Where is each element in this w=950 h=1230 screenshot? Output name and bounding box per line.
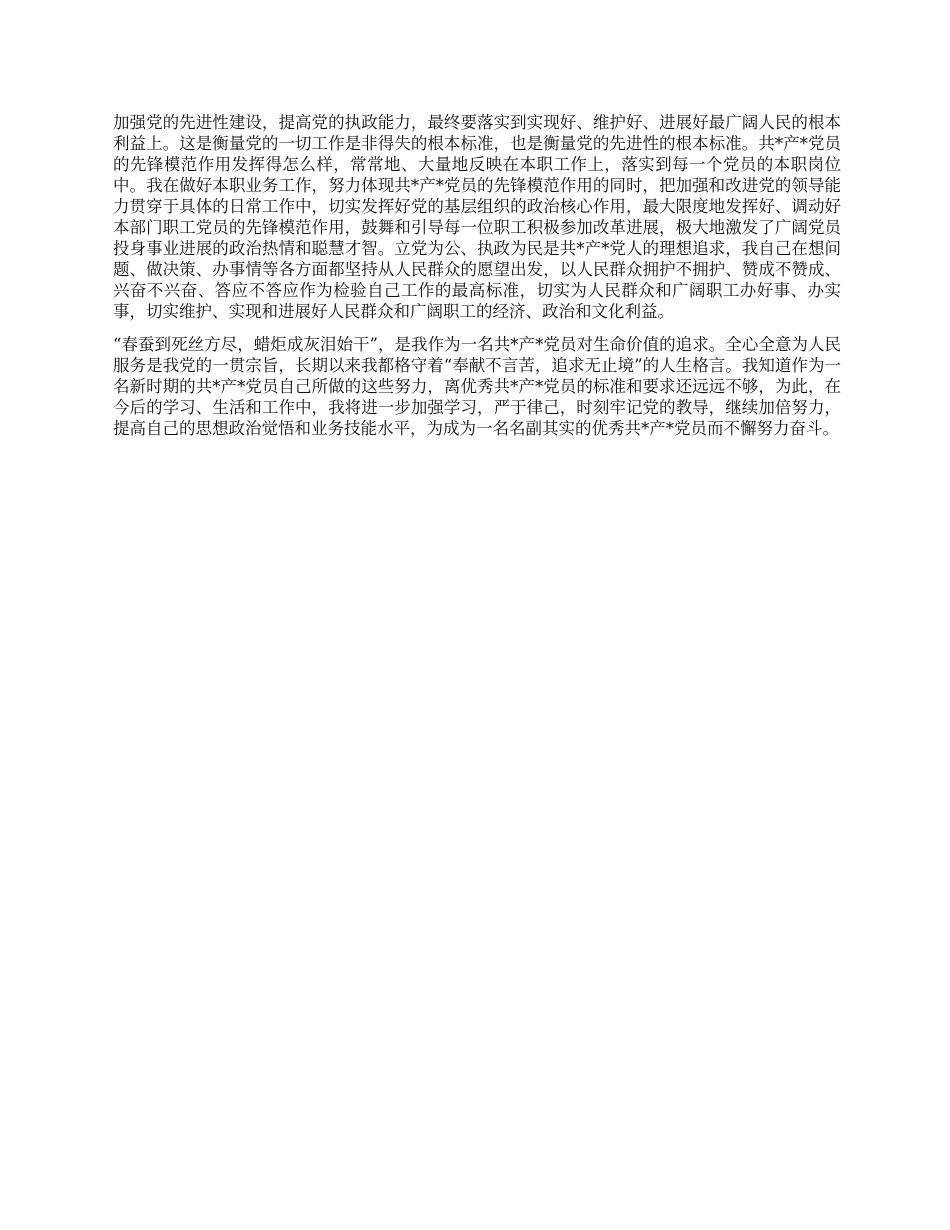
paragraph-1: 加强党的先进性建设，提高党的执政能力，最终要落实到实现好、维护好、进展好最广阔人民的根本利益上。这是衡量党的一切工作是非得失的根本标准，也是衡量党的先进性的根本标准。共*产*党员的先锋模范作用发挥得怎么样，常常地、大量地反映在本职工作上，落实到每一个党员的本职岗位中。我在做好本职业务工作，努力体现共*产*党员的先锋模范作用的同时，把加强和改进党的领导能力贯穿于具体的日常工作中，切实发挥好党的基层组织的政治核心作用，最大限度地发挥好、调动好本部门职工党员的先锋模范作用，鼓舞和引导每一位职工积极参加改革进展，极大地激发了广阔党员投身事业进展的政治热情和聪慧才智。立党为公、执政为民是共*产*党人的理想追求，我自己在想问题、做决策、办事情等各方面都坚持从人民群众的愿望出发，以人民群众拥护不拥护、赞成不赞成、兴奋不兴奋、答应不答应作为检验自己工作的最高标准，切实为人民群众和广阔职工办好事、办实事，切实维护、实现和进展好人民群众和广阔职工的经济、政治和文化利益。 xyxy=(113,113,841,321)
paragraph-2: “春蚕到死丝方尽，蜡炬成灰泪始干”，是我作为一名共*产*党员对生命价值的追求。全心全意为人民服务是我党的一贯宗旨，长期以来我都格守着“奉献不言苦，追求无止境”的人生格言。我知道作为一名新时期的共*产*党员自己所做的这些努力，离优秀共*产*党员的标准和要求还远远不够，为此，在今后的学习、生活和工作中，我将进一步加强学习，严于律己，时刻牢记党的教导，继续加倍努力，提高自己的思想政治觉悟和业务技能水平，为成为一名名副其实的优秀共*产*党员而不懈努力奋斗。 xyxy=(113,335,841,438)
document-body xyxy=(113,112,841,451)
